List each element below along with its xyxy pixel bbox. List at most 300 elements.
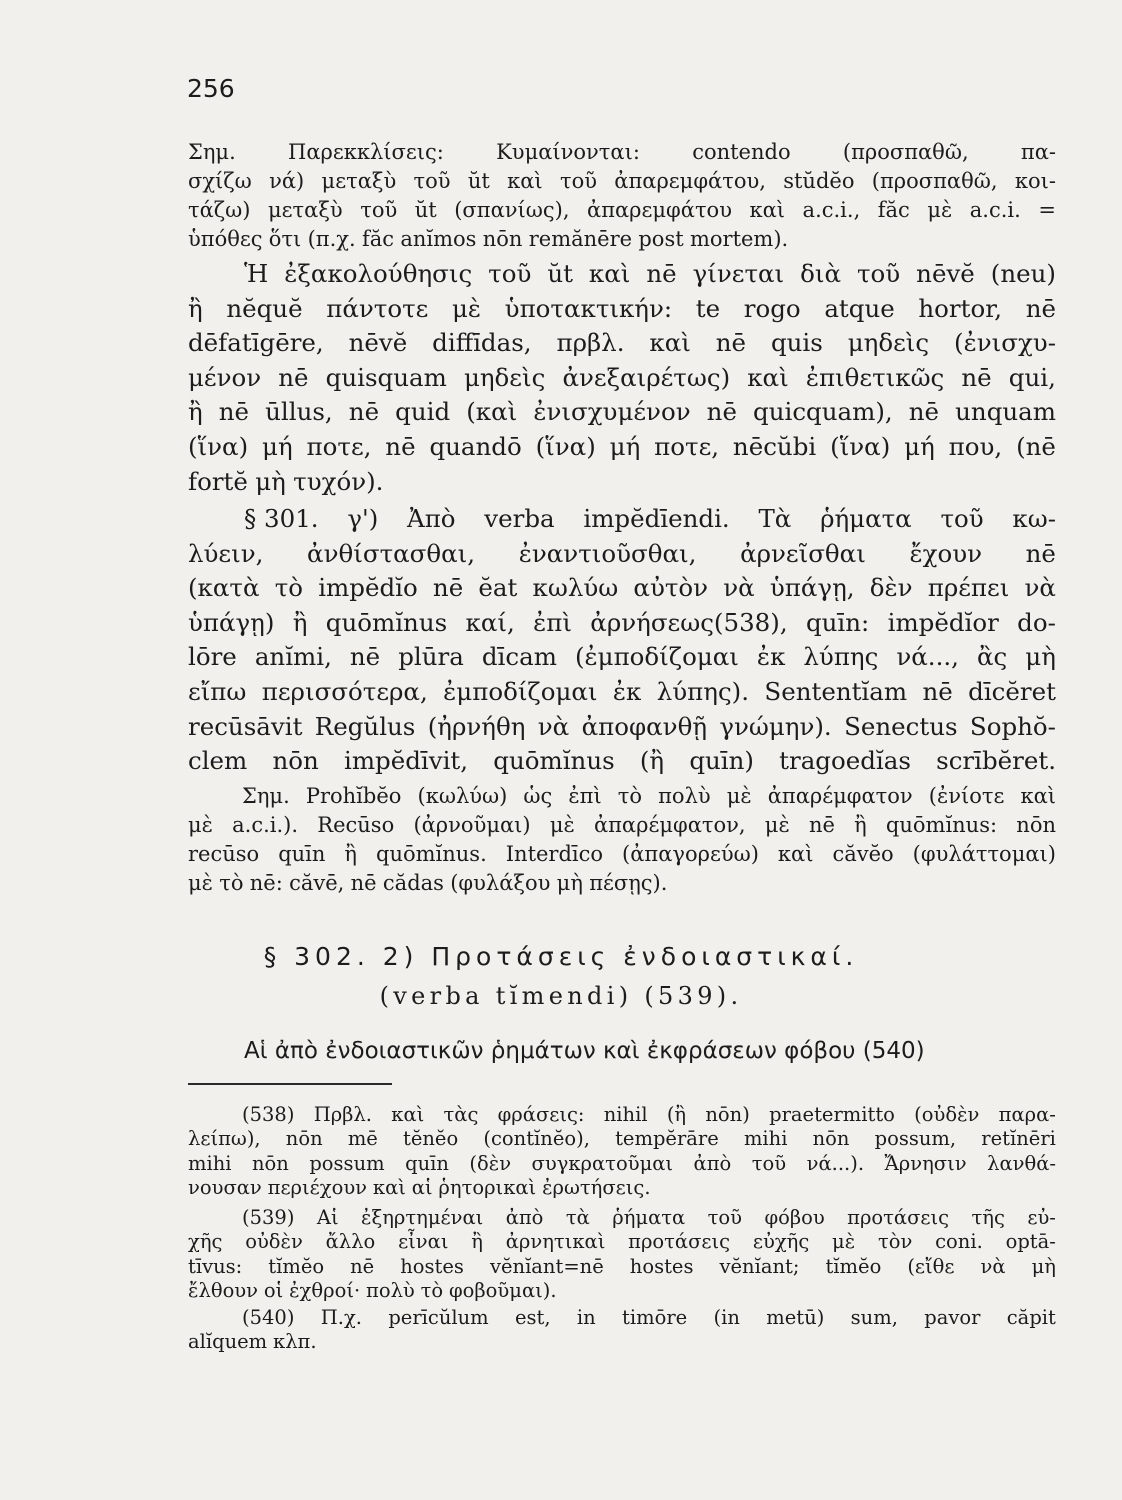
word: vĕnĭant; xyxy=(719,1254,800,1278)
text-line xyxy=(188,606,1056,641)
word: Ἀπὸ xyxy=(407,504,456,533)
word: λείπω), xyxy=(188,1127,261,1151)
word: nē xyxy=(922,676,953,706)
word: τάζω) xyxy=(188,198,251,222)
word: καί, xyxy=(465,607,515,637)
word: a.c.i.). xyxy=(232,813,299,837)
word: (nē xyxy=(1016,431,1056,461)
word: (π.χ. xyxy=(307,227,356,251)
word: ἀρνητικαὶ xyxy=(505,1230,606,1254)
word: (ἵνα) xyxy=(535,431,596,461)
word: Senectus xyxy=(844,711,958,741)
word: γ') xyxy=(347,504,379,533)
word: (φυλάξου xyxy=(450,871,551,895)
word: μὲ xyxy=(188,813,213,837)
word: νά...). xyxy=(806,1151,865,1175)
word: metū) xyxy=(766,1306,825,1329)
paragraph-301 xyxy=(188,502,1056,779)
word: Regŭlus xyxy=(314,711,416,741)
word: (contĭnĕo), xyxy=(483,1127,590,1151)
word: κωλύω xyxy=(532,573,619,603)
word: perīcŭlum xyxy=(388,1306,489,1329)
word: (δὲν xyxy=(469,1151,512,1175)
word: te xyxy=(695,293,721,323)
text-line xyxy=(188,811,1056,840)
text-line xyxy=(188,869,1056,898)
word: ūllus, xyxy=(265,397,333,427)
word: quōmĭnus xyxy=(493,746,615,776)
word: ἢ xyxy=(292,607,308,637)
text-line xyxy=(188,361,1056,396)
word: οἱ xyxy=(263,1279,284,1303)
word: nōn) xyxy=(705,1103,750,1126)
word: nōn xyxy=(1016,813,1056,837)
word: (καὶ xyxy=(466,397,518,427)
word: quīn xyxy=(278,842,326,866)
word: τοῦ xyxy=(360,198,398,222)
word: καὶ xyxy=(507,169,543,193)
word: (οὐδὲν xyxy=(914,1103,980,1126)
word: (προσπαθῶ, xyxy=(871,169,998,193)
text-line xyxy=(188,1103,1056,1127)
word: Πρβλ. xyxy=(313,1103,372,1126)
section-heading-302: § 302. 2) Προτάσεις ἐνδοιαστικαί. xyxy=(263,942,859,971)
word: quis xyxy=(770,328,823,358)
word: ἀπαρεμφάτου xyxy=(587,198,732,222)
text-line xyxy=(188,1255,1056,1279)
word: τὰς xyxy=(443,1103,479,1126)
word: μὴ xyxy=(556,871,583,895)
word: (ἀπαγορεύω) xyxy=(622,842,759,866)
word: (φυλάττομαι) xyxy=(912,842,1056,866)
word: μὲ xyxy=(549,813,575,837)
word: νὰ xyxy=(723,573,755,603)
word: τῆς xyxy=(971,1206,1005,1229)
word: ἢ xyxy=(188,397,203,427)
word: ὡς xyxy=(523,784,553,808)
word: πάντοτε xyxy=(326,293,429,323)
word: (εἴθε xyxy=(907,1254,955,1278)
word: ἐναντιοῦσθαι, xyxy=(518,538,697,568)
word: alĭquem xyxy=(188,1330,268,1354)
word: lōre xyxy=(188,642,237,672)
word: nōn xyxy=(285,1127,323,1151)
word: hostes xyxy=(400,1254,464,1278)
footnote-538 xyxy=(188,1103,1056,1201)
word: μή xyxy=(609,431,641,461)
text-line xyxy=(188,225,1056,254)
word: contendo xyxy=(692,140,791,164)
word: nōn xyxy=(482,227,523,251)
note-paragraph-2 xyxy=(188,782,1056,898)
word: (ἐμποδίζομαι xyxy=(574,642,739,672)
text-line xyxy=(188,1306,1056,1330)
word: καὶ xyxy=(749,198,786,222)
word: Prohĭbĕo xyxy=(305,784,402,808)
word: quīn xyxy=(405,1151,449,1175)
word: μηδεὶς xyxy=(463,362,546,392)
word: Ἄρνησιν xyxy=(884,1151,967,1175)
word: nē: xyxy=(249,871,283,895)
word: ἀνθίστασθαι, xyxy=(307,538,476,568)
word: scrībĕret. xyxy=(936,746,1056,776)
section-subheading-302: (verba tĭmendi) (539). xyxy=(379,982,743,1010)
word: stŭdĕo xyxy=(783,169,855,193)
word: dēfatīgēre, xyxy=(188,328,324,358)
word: λανθά- xyxy=(987,1151,1056,1175)
word: nē xyxy=(350,871,377,895)
word: ἐξηρτημέναι xyxy=(361,1206,484,1229)
word: εἶναι xyxy=(398,1230,449,1254)
word: νουσαν xyxy=(188,1176,262,1200)
word: possum xyxy=(309,1151,385,1175)
word: (ἠρνήθη xyxy=(427,711,526,741)
word: cădas xyxy=(382,871,444,895)
word: post xyxy=(638,227,684,251)
word: πέσῃς). xyxy=(589,871,668,895)
word: impĕdīvit, xyxy=(343,746,469,776)
word: căpit xyxy=(1006,1306,1056,1329)
word: ἀπὸ xyxy=(693,1151,732,1175)
word: Π.χ. xyxy=(320,1306,362,1329)
word: est, xyxy=(515,1306,551,1329)
word: nēcŭbi xyxy=(732,431,817,461)
word: nē xyxy=(1025,538,1056,568)
text-line xyxy=(188,710,1056,745)
word: τοῦ xyxy=(488,259,532,288)
word: ἢ xyxy=(471,1230,483,1254)
word: ŭt xyxy=(547,259,573,288)
word: περιέχουν xyxy=(267,1176,368,1200)
word: nē xyxy=(715,328,747,358)
word: (540) xyxy=(242,1306,295,1329)
word: ὑπάγῃ) xyxy=(188,607,275,637)
word: Κυμαίνονται: xyxy=(496,140,640,164)
word: mē xyxy=(347,1127,378,1151)
word: mihi xyxy=(743,1127,788,1151)
text-line xyxy=(188,840,1056,869)
word: retĭnēri xyxy=(981,1127,1056,1151)
word: remănēre xyxy=(528,227,633,251)
word: ῥητορικαὶ xyxy=(438,1176,537,1200)
word: μὴ xyxy=(255,466,286,496)
word: făc xyxy=(877,198,910,222)
word: tempĕrāre xyxy=(615,1127,719,1151)
word: πολὺ xyxy=(366,1279,415,1303)
word: μὲ xyxy=(451,293,482,323)
text-line xyxy=(188,537,1056,572)
word: Αἱ xyxy=(316,1206,339,1229)
text-line xyxy=(188,675,1056,710)
word: ἀνεξαιρέτως) xyxy=(562,362,731,392)
text-line xyxy=(188,196,1056,225)
word: sum, xyxy=(850,1306,898,1329)
word: plūra xyxy=(398,642,464,672)
word: οὐδὲν xyxy=(245,1230,303,1254)
word: (538) xyxy=(242,1103,295,1126)
word: μὲ xyxy=(764,813,790,837)
note-paragraph-1 xyxy=(188,138,1056,254)
word: atque xyxy=(824,293,895,323)
word: dīcĕret xyxy=(968,676,1056,706)
word: (in xyxy=(713,1306,740,1329)
word: optā- xyxy=(1005,1230,1056,1254)
word: παρα- xyxy=(998,1103,1056,1126)
text-line xyxy=(188,430,1056,465)
word: λύπης xyxy=(803,642,879,672)
word: τοῦ xyxy=(857,259,901,288)
word: γνώμην). xyxy=(719,711,832,741)
word: ὅτι xyxy=(268,227,302,251)
word: fortĕ xyxy=(188,466,248,496)
word: nē xyxy=(349,642,381,672)
word: rogo xyxy=(743,293,801,323)
word: Σημ. xyxy=(242,784,290,808)
word: timōre xyxy=(622,1306,688,1329)
word: πρβλ. xyxy=(556,328,625,358)
word: νά) xyxy=(269,169,305,193)
word: μηδεὶς xyxy=(847,328,930,358)
word: quīn) xyxy=(689,746,754,776)
word: (ἐνίοτε xyxy=(928,784,1005,808)
word: do- xyxy=(1017,607,1056,637)
word: ῥήματα xyxy=(612,1206,686,1229)
word: εὐχῆς xyxy=(752,1230,810,1254)
word: possum, xyxy=(874,1127,957,1151)
word: εὐ- xyxy=(1027,1206,1056,1229)
word: χῆς xyxy=(188,1230,223,1254)
word: ἐκ xyxy=(612,676,642,706)
word: nē xyxy=(278,362,309,392)
word: ἀπαρέμφατον, xyxy=(593,813,746,837)
word: căvē, xyxy=(289,871,345,895)
word: δὲν xyxy=(869,573,913,603)
word: quicquam), xyxy=(753,397,893,427)
word: Sententĭam xyxy=(764,676,908,706)
word: Ἡ xyxy=(244,259,269,288)
word: τοῦ xyxy=(940,504,984,533)
word: nē xyxy=(218,397,250,427)
word: ἔλθουν xyxy=(188,1279,259,1303)
word: unquam xyxy=(955,397,1056,427)
word: γίνεται xyxy=(692,259,785,288)
word: προτάσεις xyxy=(847,1206,950,1229)
word: quōmĭnus. xyxy=(376,842,487,866)
footnote-539 xyxy=(188,1206,1056,1304)
word: τυχόν). xyxy=(293,466,384,496)
word: τὰ xyxy=(565,1206,590,1229)
word: anĭmi, xyxy=(254,642,332,672)
word: (προσπαθῶ, xyxy=(842,140,969,164)
word: diffīdas, xyxy=(432,328,532,358)
word: μὲ xyxy=(927,198,953,222)
word: τοῦ xyxy=(413,169,451,193)
text-line xyxy=(188,292,1056,327)
word: κλπ. xyxy=(273,1330,317,1354)
word: nē xyxy=(1025,293,1056,323)
word: ἔχουν xyxy=(909,538,983,568)
word: αὐτὸν xyxy=(633,573,709,603)
word: διὰ xyxy=(800,259,842,288)
word: περισσότερα, xyxy=(261,676,428,706)
text-line xyxy=(188,782,1056,811)
word: nē xyxy=(908,397,940,427)
word: Σημ. xyxy=(188,140,236,164)
text-line xyxy=(188,744,1056,779)
word: ἂς xyxy=(976,642,1008,672)
word: ἀπαρέμφατον xyxy=(767,784,913,808)
word: μὴ xyxy=(1025,642,1056,672)
word: tĭmĕo xyxy=(825,1254,882,1278)
word: quīn: xyxy=(805,607,870,637)
word: căvĕo xyxy=(832,842,894,866)
word: qui, xyxy=(1008,362,1056,392)
word: (κωλύω) xyxy=(417,784,508,808)
word: ἐξακολούθησις xyxy=(284,259,473,288)
word: (σπανίως), xyxy=(454,198,570,222)
word: (ἐνισχυ- xyxy=(954,328,1056,358)
text-line xyxy=(188,167,1056,196)
word: tĭmĕo xyxy=(268,1254,325,1278)
word: (ἵνα) xyxy=(188,431,249,461)
text-line xyxy=(188,326,1056,361)
word: (539) xyxy=(242,1206,295,1229)
word: nē xyxy=(646,259,677,288)
word: λύπης). xyxy=(656,676,750,706)
word: ἐκ xyxy=(756,642,786,672)
word: coni. xyxy=(935,1230,983,1254)
word: ἐπὶ xyxy=(568,784,602,808)
word: τὸ xyxy=(420,1279,444,1303)
word: quōmĭnus: xyxy=(885,813,998,837)
text-line xyxy=(188,1330,1056,1354)
word: mortem). xyxy=(689,227,789,251)
word: τὸν xyxy=(877,1230,913,1254)
footnote-rule xyxy=(188,1083,392,1085)
word: ἀποφανθῇ xyxy=(581,711,707,741)
word: καὶ xyxy=(391,1103,425,1126)
word: mihi xyxy=(188,1151,232,1175)
word: ĕat xyxy=(478,573,518,603)
word: κω- xyxy=(1012,504,1056,533)
word: εἴπω xyxy=(188,676,247,706)
word: ἀπὸ xyxy=(505,1206,544,1229)
word: κοι- xyxy=(1014,169,1056,193)
word: quisquam xyxy=(325,362,447,392)
word: hostes xyxy=(629,1254,694,1278)
word: καὶ xyxy=(588,259,631,288)
word: νὰ xyxy=(1024,573,1056,603)
word: recūsāvit xyxy=(188,711,303,741)
word: praetermitto xyxy=(769,1103,895,1126)
text-line xyxy=(188,1206,1056,1230)
word: nē xyxy=(348,397,380,427)
word: nē xyxy=(432,573,464,603)
word: ποτε, xyxy=(654,431,720,461)
word: tīvus: xyxy=(188,1254,243,1278)
text-line xyxy=(188,1176,1056,1200)
word: ἀπαρεμφάτου, xyxy=(614,169,766,193)
word: πα- xyxy=(1020,140,1056,164)
word: ἀρνήσεως(538), xyxy=(590,607,788,637)
word: quandō xyxy=(429,431,522,461)
word: ἐχθροί· xyxy=(289,1279,361,1303)
word: νὰ xyxy=(980,1254,1006,1278)
text-line xyxy=(188,1127,1056,1151)
word: anĭmos xyxy=(400,227,477,251)
word: νά..., xyxy=(896,642,959,672)
word: καὶ xyxy=(649,328,691,358)
text-line xyxy=(188,1230,1056,1254)
word: ἐπὶ xyxy=(533,607,572,637)
word: ἢ xyxy=(854,813,867,837)
word: τοῦ xyxy=(707,1206,743,1229)
word: ἄλλο xyxy=(325,1230,376,1254)
word: a.c.i. xyxy=(969,198,1021,222)
word: nōn xyxy=(252,1151,289,1175)
word: συγκρατοῦμαι xyxy=(531,1151,674,1175)
word: ὑπάγῃ, xyxy=(769,573,855,603)
word: καὶ xyxy=(777,842,814,866)
word: (ἢ xyxy=(639,746,665,776)
word: ἐμποδίζομαι xyxy=(443,676,598,706)
word: nĕquĕ xyxy=(226,293,303,323)
text-line xyxy=(188,502,1056,537)
word: in xyxy=(576,1306,596,1329)
word: nōn xyxy=(272,746,319,776)
word: § 301. xyxy=(244,504,319,533)
word: φόβου xyxy=(764,1206,825,1229)
word: πρέπει xyxy=(927,573,1010,603)
word: ὑπόθες xyxy=(188,227,263,251)
word: τὸ xyxy=(219,871,244,895)
word: καὶ xyxy=(747,362,789,392)
word: (neu) xyxy=(990,259,1056,288)
word: ποτε, xyxy=(306,431,372,461)
word: ὑποτακτικήν: xyxy=(504,293,673,323)
word: ŭt xyxy=(414,198,437,222)
word: ἢ xyxy=(344,842,357,866)
word: Sophŏ- xyxy=(969,711,1056,741)
word: προτάσεις xyxy=(628,1230,731,1254)
text-line xyxy=(188,465,1056,500)
word: μεταξὺ xyxy=(321,169,397,193)
word: πολὺ xyxy=(658,784,711,808)
paragraph-1 xyxy=(188,257,1056,499)
word: μή xyxy=(262,431,293,461)
word: ŭt xyxy=(467,169,490,193)
word: nē xyxy=(350,1254,375,1278)
word: clem xyxy=(188,746,248,776)
word: ἢ xyxy=(188,293,203,323)
word: νὰ xyxy=(537,711,570,741)
word: τὸ xyxy=(274,573,304,603)
word: ἐπιθετικῶς xyxy=(805,362,945,392)
word: recūso xyxy=(188,842,260,866)
word: dīcam xyxy=(481,642,557,672)
word: μή xyxy=(904,431,935,461)
word: nihil xyxy=(603,1103,648,1126)
text-line xyxy=(188,571,1056,606)
text-line xyxy=(188,138,1056,167)
word: καὶ xyxy=(1020,784,1056,808)
word: făc xyxy=(361,227,395,251)
word: μένον xyxy=(188,362,262,392)
word: tragoedĭas xyxy=(779,746,911,776)
word: nē xyxy=(961,362,992,392)
word: σχίζω xyxy=(188,169,252,193)
word: τὸ xyxy=(617,784,643,808)
